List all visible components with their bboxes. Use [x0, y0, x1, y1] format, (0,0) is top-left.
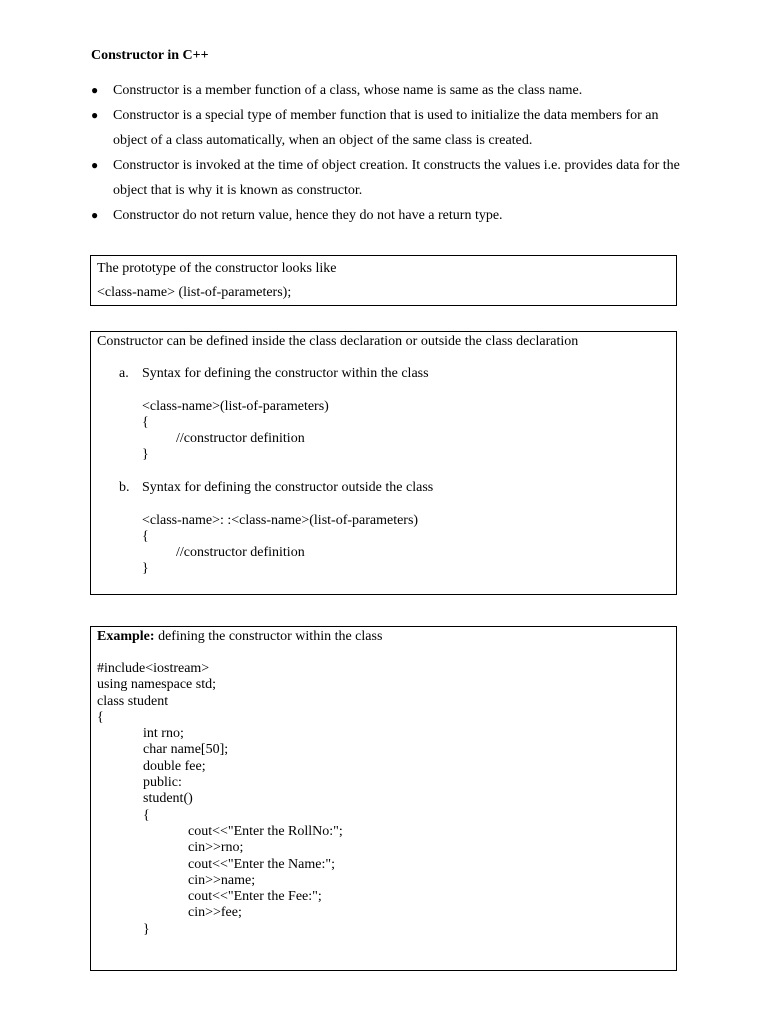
list-item: ● Constructor is a special type of member function that is used to initialize the data members for an — [91, 103, 691, 128]
list-item: ● Constructor is a member function of a class, whose name is same as the class name. — [91, 78, 691, 103]
subsection-a — [119, 366, 670, 382]
bullet-icon: ● — [91, 208, 99, 222]
subsection-heading: Syntax for defining the constructor within the class — [142, 366, 429, 381]
list-item-continuation: object that is why it is known as constructor. — [113, 183, 363, 198]
list-item: ● Constructor is invoked at the time of object creation. It constructs the values i.e. provides data for the — [91, 153, 691, 178]
definition-box — [90, 331, 677, 595]
code-block-a: <class-name>(list-of-parameters) { //constructor definition } — [142, 399, 329, 462]
bullet-icon: ● — [91, 108, 99, 122]
prototype-box — [90, 255, 677, 306]
bullet-icon: ● — [91, 83, 99, 97]
list-item-continuation: object of a class automatically, when an object of the same class is created. — [113, 133, 533, 148]
subsection-heading: Syntax for defining the constructor outside the class — [142, 480, 434, 495]
definition-intro: Constructor can be defined inside the class declaration or outside the class declaration — [97, 334, 579, 349]
page-title: Constructor in C++ — [91, 48, 209, 63]
list-item: ● Constructor do not return value, hence they do not have a return type. — [91, 203, 691, 228]
prototype-text: The prototype of the constructor looks like — [97, 261, 337, 276]
bullet-icon: ● — [91, 158, 99, 172]
subsection-b — [119, 480, 670, 496]
bullet-list — [91, 78, 691, 228]
subsection-marker: a. — [119, 366, 129, 381]
code-block-b: <class-name>: :<class-name>(list-of-parameters) { //constructor definition } — [142, 513, 419, 576]
prototype-syntax: <class-name> (list-of-parameters); — [97, 285, 292, 300]
subsection-marker: b. — [119, 480, 130, 495]
example-code: #include<iostream> using namespace std; class student { int rno; char name[50]; double fee; public: student() { cout<<"Enter the RollNo:"; cin>>rno; cout<<"Enter the Name:"; cin>>name; cout<<"Enter the Fee:"; cin>>fee; } — [97, 661, 343, 937]
example-heading: Example: defining the constructor within the class — [97, 629, 383, 644]
example-box — [90, 626, 677, 971]
